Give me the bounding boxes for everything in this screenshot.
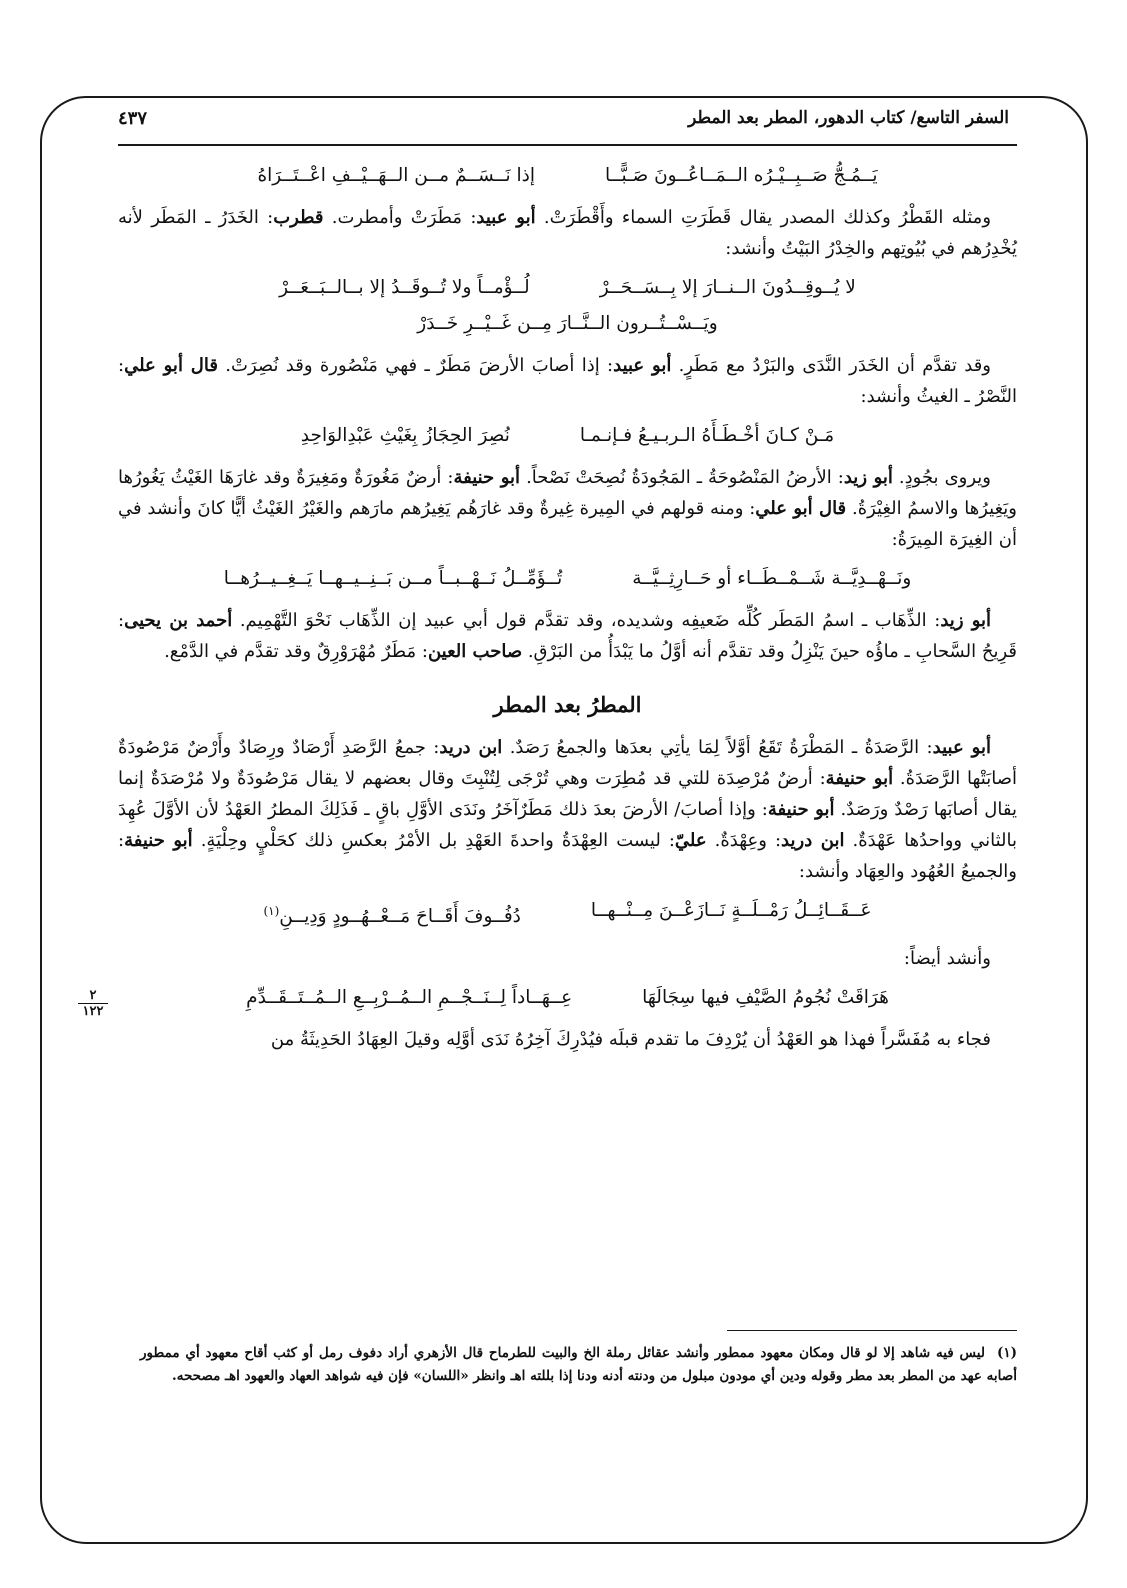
text-run: : النَّصْرُ ـ الغيثُ وأنشد: [118,355,1017,407]
verse-line: ويَــسْــتُــرون الــنَّــارَ مِــن غَــيْــرِ خَــدَرْ [417,313,718,334]
verse-hemistich: تُــؤَمِّــلُ نَــهْــبــاً مــن بَــنِــيــهــا يَــغِــيــرُهــا [223,568,563,589]
paragraph [118,462,1017,555]
verse-hemistich [263,895,520,933]
text-run: : جمعُ الرَّصَدِ أَرْصَادٌ ورِصَادٌ وأَرْضٌ مَرْصُودَةٌ أصابَتْها الرَّصَدَةُ. [118,737,1018,789]
text-run: : والجميعُ العُهُود والعِهَاد وأنشد: [118,830,1017,882]
section-title: المطرُ بعد المطر [493,692,642,717]
text-run: : الأرضُ المَنْصُوحَةُ ـ المَجُودَةُ نُصِحَتْ نَصْحاً. [520,467,844,488]
page-number: ٤٣٧ [118,107,148,129]
paragraph [118,350,1017,412]
verse-hemistich: عَــقَــائِــلُ رَمْــلَــةٍ نَــازَعْــنَ مِــنْــهــا [590,900,872,921]
text-run: : ومنه قولهم في المِيرة غِيرةٌ وقد غارَهُم يَغِيرُهم مارَهم والغَيْرُ الغَيْثُ أيًّا كانَ وأنشد في أن الغِيرَة المِيرَةُ: [118,498,1017,550]
text-run: : إذا أصابَ الأرضَ مَطَرٌ ـ فهي مَنْصُورة وقد نُصِرَتْ. [217,355,614,376]
text-run: : مَطَرٌ مُهْرَوْرِقٌ وقد تقدَّم في الدَّمْع. [164,641,428,662]
verse-line [118,420,1017,452]
source-name: أحمد بن يحيى [124,610,233,631]
text-run: : مَطَرَتْ وأمطرت. [323,207,477,228]
verse-hemistich: لُــؤْمــاً ولا تُــوقَــدُ إلا بــالــبَــعَــرْ [279,277,530,298]
verse-line [118,160,1017,192]
source-name: أبو حنيفة [767,799,835,820]
margin-ref-volume: ٢ [78,989,108,1004]
verse-hemistich: هَرَاقَتْ نُجُومُ الصَّيْفِ فيها سِجَالَهَا [642,987,889,1009]
verse-hemistich: مَـنْ كـانَ أخْـطَـأَهُ الـربـيـعُ فـإنـمـا [579,425,835,446]
verse-hemistich: يَــمُـجُّ صَــبِــيْـرُه الــمَــاعُــونَ صَـبًّــا [605,165,878,186]
footnote-number: (١) [996,1345,1017,1361]
text-run: : قَرِيحُ السَّحابِ ـ ماؤُه حينَ يَنْزِلُ وقد تقدَّم أنه أوَّلُ ما يَبْدَأُ من البَرْقِ. [118,610,1017,662]
text-run: : أرضٌ مُرْصِدَة للتي قد مُطِرَت وهي تُرْجَى لِتُنْبِتَ وقال بعضهم لا يقال مَرْصُودَةٌ ولا مُرْصَدَةٌ إنما يقال أصابَها رَصْدٌ ورَصَدٌ. [118,768,1017,820]
paragraph [118,202,1017,264]
verse-hemistich: عِــهَــاداً لِــنَــجْــمِ الــمُــرْبِــعِ الــمُــتَــقَــدِّمِ [246,987,573,1009]
source-name: قطرب [273,207,324,228]
running-header [118,100,1009,136]
verse-hemistich: نُصِرَ الحِجَازُ بِغَيْثِ عَبْدِالوَاحِدِ [300,425,510,446]
text-run: ومثله القَطْرُ وكذلك المصدر يقال قَطَرَتِ السماء وأَقْطَرَتْ. [535,207,992,228]
text-run: : أرضٌ مَغُورَةٌ ومَغِيرَةٌ وقد غارَهَا الغَيْثُ يَغُورُها ويَغِيرُها والاسمُ الغِيْرَةُ. [118,467,1017,519]
source-name: أبو عبيد [613,355,672,376]
paragraph: وأنشد أيضاً: [903,948,991,970]
source-name: أبو عبيد [476,207,536,228]
source-name: ابن دريد [439,737,503,758]
text-run: فإن فيه شواهد العهاد والعهود اهـ مصححه. [172,1368,414,1384]
margin-reference [78,989,108,1018]
verse-line [118,982,1017,1014]
source-name: أبو زيد [843,467,893,488]
source-name: أبو حنيفة [124,830,193,851]
footnote [140,1342,1017,1388]
source-name: أبو حنيفة [825,768,894,789]
main-text [118,152,1017,1061]
source-name: أبو عبيد [932,737,991,758]
text-run: ويروى بجُودٍ. [892,467,992,488]
source-name: «اللسان» [413,1368,469,1384]
text-run: : الذِّهَاب ـ اسمُ المَطَر كُلِّه ضَعيفِه وشديده، وقد تقدَّم قول أبي عبيد إن الذِّهَاب نَحْوَ التَّهْمِيم. [232,610,941,631]
verse-line [118,272,1017,304]
source-name: قال أبو علي [755,498,847,519]
text-run: : وعِهْدَةٌ. [706,830,782,851]
verse-line [118,895,1017,933]
header-rule [118,144,1017,146]
text-run: : ليست العِهْدَةُ واحدةَ العَهْدِ بل الأمْرُ بعكسِ ذلك كحَلْيٍ وحِلْيَةٍ. [192,830,675,851]
paragraph [118,732,1017,887]
source-name: ابن دريد [781,830,845,851]
footnote-rule [727,1330,1017,1331]
source-name: عليّ [674,830,707,851]
paragraph: فجاء به مُفَسَّراً فهذا هو العَهْدُ أن يُرْدِفَ ما تقدم قبلَه فيُدْرِكَ آخِرُهُ نَدَى أوَّلِه وقيلَ العِهَادُ الحَدِيثَةُ من [270,1029,991,1051]
source-name: قال أبو علي [124,355,218,376]
source-name: أبو حنيفة [453,467,521,488]
verse-hemistich: إذا نَــسَــمٌ مــن الــهَــيْــفِ اعْــتَــرَاهُ [257,165,535,186]
footnote-marker: (١) [263,904,280,918]
paragraph [118,605,1017,667]
verse-text: دُفُــوفَ أَقَــاحَ مَــعْــهُــودٍ وَدِيــنِ [279,906,521,928]
verse-line [118,563,1017,595]
verse-hemistich: ونَــهْــدِيَّــة شَــمْــطَــاء أو حَــارِثِــيَّــة [632,568,912,589]
source-name: صاحب العين [427,641,523,662]
source-name: أبو زيد [940,610,991,631]
verse-hemistich: لا يُــوقِــدُونَ الــنــارَ إلا بِــسَــحَــرْ [599,277,856,298]
text-run: : الخَدَرُ ـ المَطَر لأنه يُخْدِرُهم في بُيُوتِهم والخِدْرُ البَيْتُ وأنشد: [118,207,1017,259]
margin-ref-page: ١٢٢ [82,1004,104,1019]
text-run: وقد تقدَّم أن الخَدَر النَّدَى والبَرْدُ مع مَطَرٍ. [671,355,991,376]
text-run: : الرَّصَدَةُ ـ المَطْرَةُ تَقَعُ أوَّلاً لِمَا يأتِي بعدَها والجمعُ رَصَدٌ. [502,737,933,758]
text-run: : وإذا أصابَ/ الأرضَ بعدَ ذلك مَطَرٌآخَرُ ونَدَى الأوَّلِ باقٍ ـ فَذَلِكَ المطرُ العَهْدُ لأن الأوَّلَ عُهِدَ بالثاني وواحدُها عَهْدَةٌ. [118,799,1017,851]
running-title: السفر التاسع/ كتاب الدهور، المطر بعد المطر [688,108,1009,128]
text-run: ليس فيه شاهد إلا لو قال ومكان معهود ممطور وأنشد عقائل رملة الخ والبيت للطرماح قال الأزهري أراد دفوف رمل أو كثب أقاح معهود أي ممطور أصابه عهد من المطر بعد مطر وقوله ودين أي مودون مبلول من ودنته أدنه ودنا إذا بللته اهـ وانظر [140,1345,1017,1384]
